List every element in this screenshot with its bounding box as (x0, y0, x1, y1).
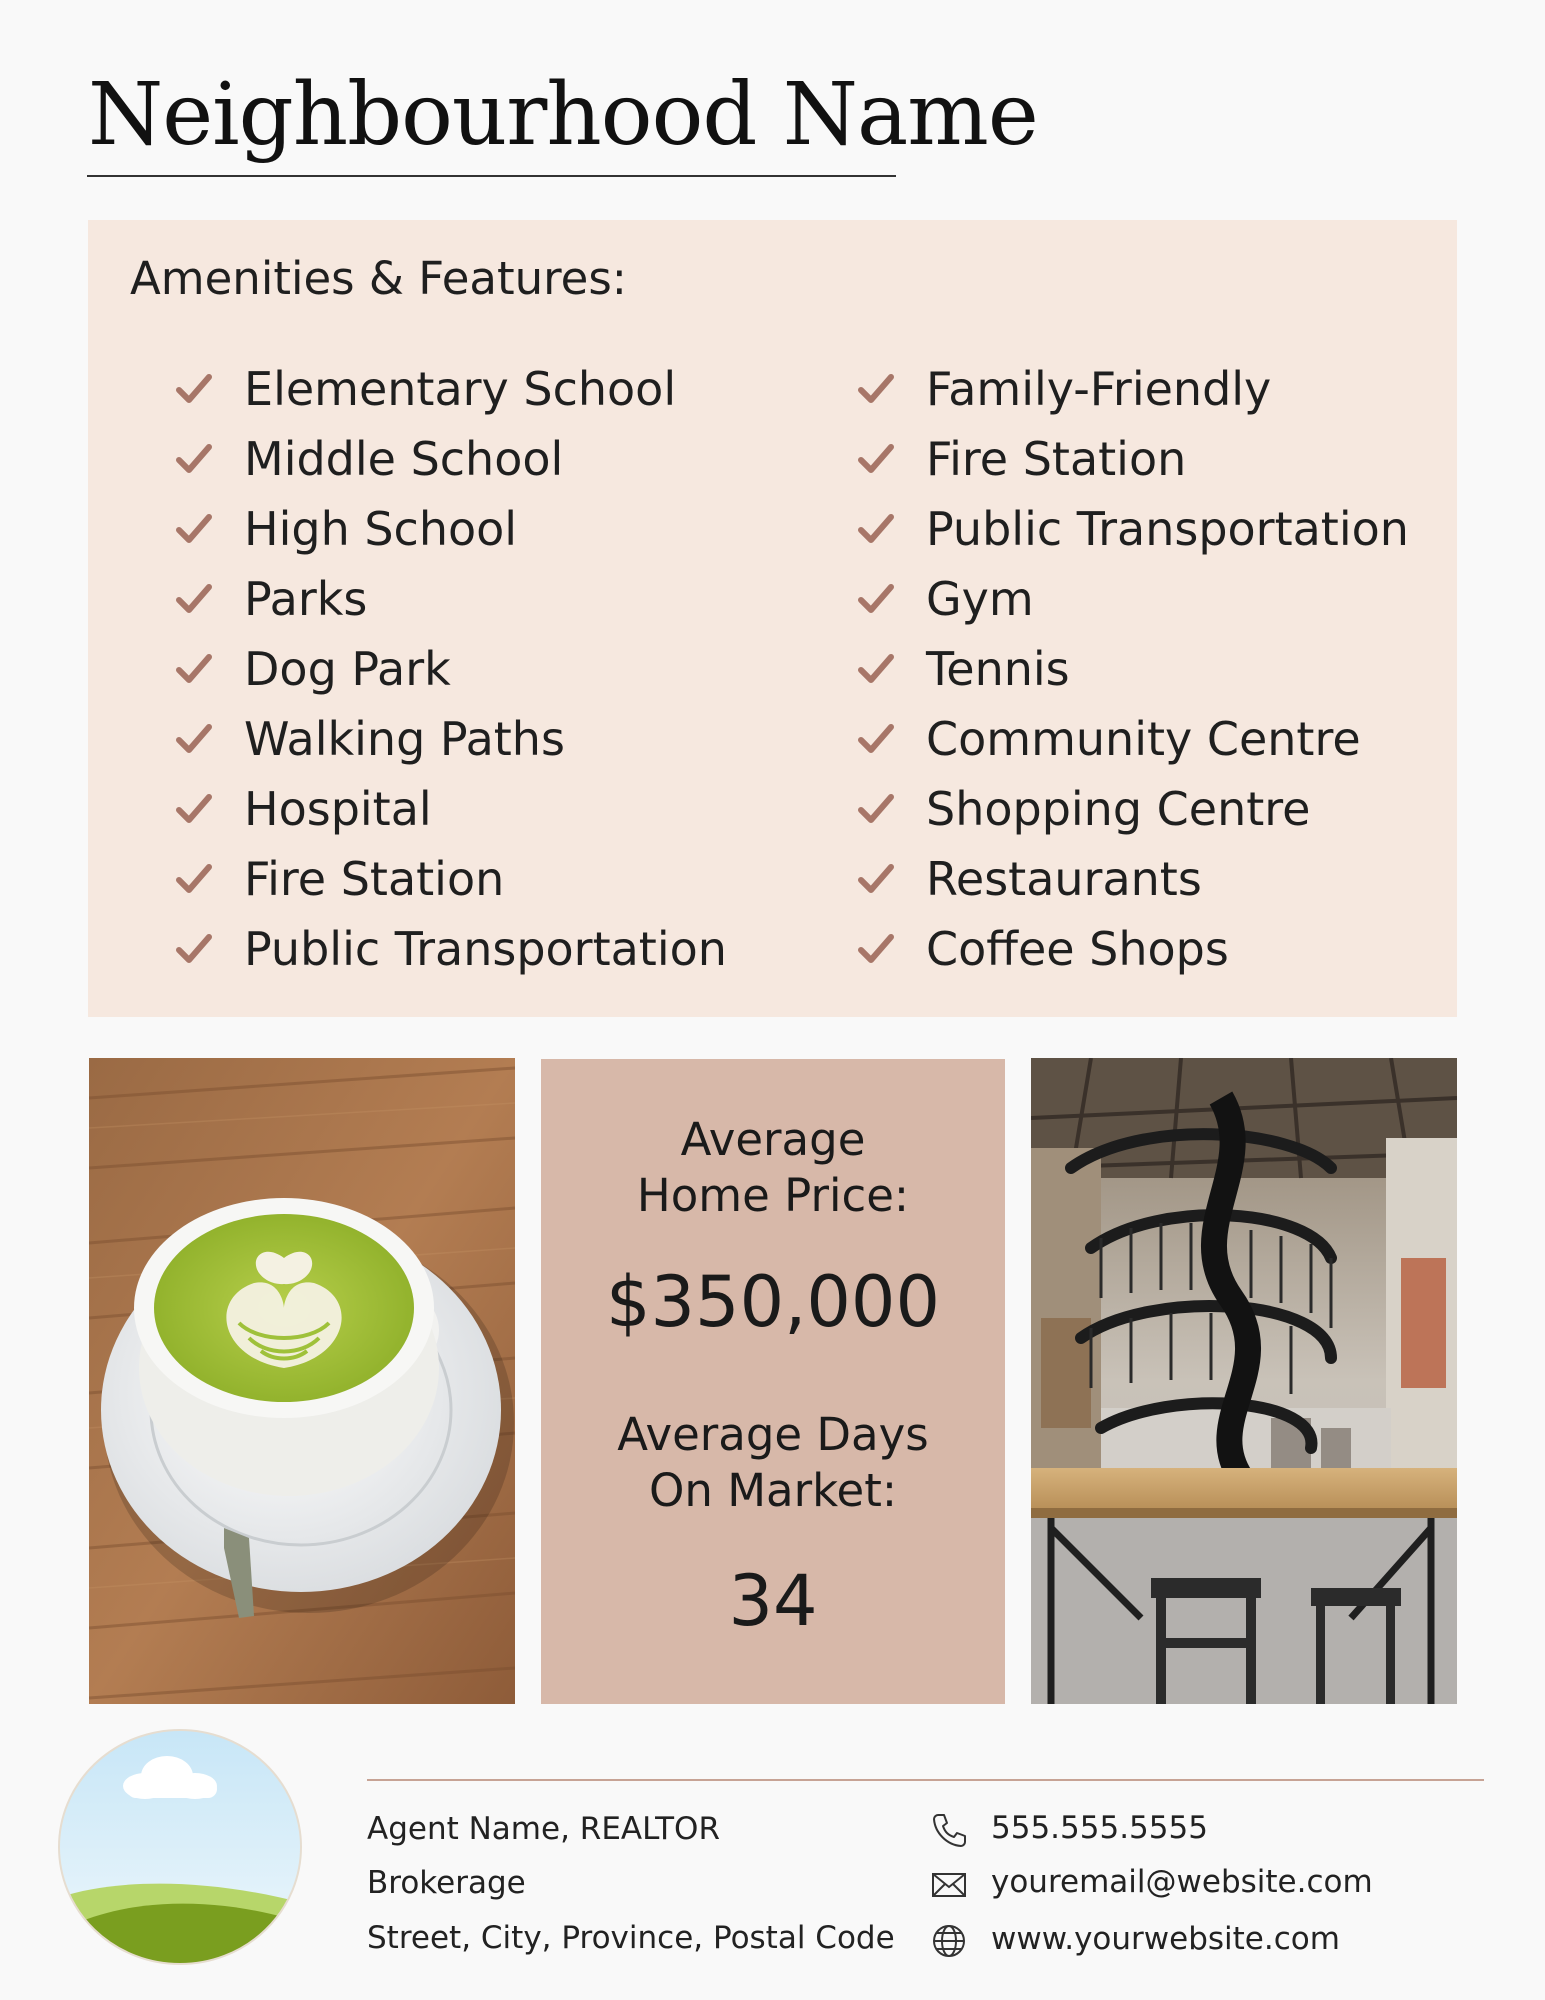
agent-email[interactable]: youremail@website.com (991, 1864, 1373, 1900)
checkmark-icon (174, 649, 214, 689)
amenity-item (856, 704, 1409, 774)
checkmark-icon (856, 649, 896, 689)
checkmark-icon (856, 369, 896, 409)
checkmark-icon (174, 719, 214, 759)
amenity-item (174, 774, 727, 844)
amenity-label: Fire Station (244, 852, 505, 906)
agent-website[interactable]: www.yourwebsite.com (991, 1921, 1340, 1957)
checkmark-icon (856, 859, 896, 899)
amenity-label: Hospital (244, 782, 432, 836)
amenity-label: Walking Paths (244, 712, 565, 766)
amenity-label: Dog Park (244, 642, 451, 696)
agent-photo-placeholder (57, 1728, 303, 1966)
amenities-list-left (174, 354, 727, 984)
amenity-item (174, 844, 727, 914)
amenity-item (174, 704, 727, 774)
amenity-label: Gym (926, 572, 1034, 626)
checkmark-icon (174, 859, 214, 899)
spiral-staircase-photo (1031, 1058, 1457, 1704)
amenity-item (856, 424, 1409, 494)
spiral-staircase-illustration (1031, 1058, 1457, 1704)
amenity-item (174, 494, 727, 564)
agent-brokerage: Brokerage (367, 1865, 526, 1901)
amenity-label: Elementary School (244, 362, 677, 416)
avg-days-label-line1: Average Days (617, 1408, 929, 1461)
checkmark-icon (174, 369, 214, 409)
amenity-item (856, 494, 1409, 564)
amenity-item (174, 354, 727, 424)
amenity-label: Family-Friendly (926, 362, 1272, 416)
page-title: Neighbourhood Name (88, 65, 1038, 165)
checkmark-icon (174, 509, 214, 549)
title-underline (87, 175, 896, 177)
avg-price-label-line1: Average (680, 1113, 866, 1166)
amenity-item (856, 914, 1409, 984)
amenity-label: Middle School (244, 432, 564, 486)
amenity-item (856, 634, 1409, 704)
checkmark-icon (856, 789, 896, 829)
agent-address: Street, City, Province, Postal Code (367, 1920, 895, 1956)
amenities-heading: Amenities & Features: (130, 252, 627, 305)
checkmark-icon (856, 929, 896, 969)
email-icon (930, 1866, 968, 1904)
amenity-item (856, 354, 1409, 424)
checkmark-icon (856, 719, 896, 759)
checkmark-icon (174, 789, 214, 829)
amenity-item (856, 844, 1409, 914)
amenity-label: High School (244, 502, 518, 556)
checkmark-icon (856, 439, 896, 479)
checkmark-icon (174, 929, 214, 969)
avg-days-value: 34 (728, 1560, 818, 1642)
agent-phone[interactable]: 555.555.5555 (991, 1810, 1208, 1846)
amenity-label: Fire Station (926, 432, 1187, 486)
matcha-latte-photo (89, 1058, 515, 1704)
footer-divider (367, 1779, 1484, 1781)
globe-icon (930, 1922, 968, 1960)
amenity-label: Community Centre (926, 712, 1361, 766)
checkmark-icon (174, 439, 214, 479)
avg-price-value: $350,000 (605, 1261, 940, 1343)
amenities-panel (88, 220, 1457, 1017)
amenity-item (174, 634, 727, 704)
amenity-label: Public Transportation (926, 502, 1409, 556)
amenity-label: Tennis (926, 642, 1070, 696)
matcha-latte-illustration (89, 1058, 515, 1704)
avg-days-label-line2: On Market: (648, 1464, 898, 1517)
checkmark-icon (856, 579, 896, 619)
amenity-item (174, 564, 727, 634)
market-stats-panel (541, 1059, 1005, 1704)
amenity-label: Parks (244, 572, 368, 626)
phone-icon (930, 1811, 968, 1849)
checkmark-icon (174, 579, 214, 619)
amenities-list-right (856, 354, 1409, 984)
amenity-label: Public Transportation (244, 922, 727, 976)
amenity-label: Shopping Centre (926, 782, 1311, 836)
agent-name: Agent Name, REALTOR (367, 1811, 720, 1847)
amenity-label: Restaurants (926, 852, 1202, 906)
amenity-item (856, 564, 1409, 634)
amenity-label: Coffee Shops (926, 922, 1229, 976)
amenity-item (856, 774, 1409, 844)
amenity-item (174, 914, 727, 984)
checkmark-icon (856, 509, 896, 549)
amenity-item (174, 424, 727, 494)
avg-price-label-line2: Home Price: (636, 1169, 910, 1222)
